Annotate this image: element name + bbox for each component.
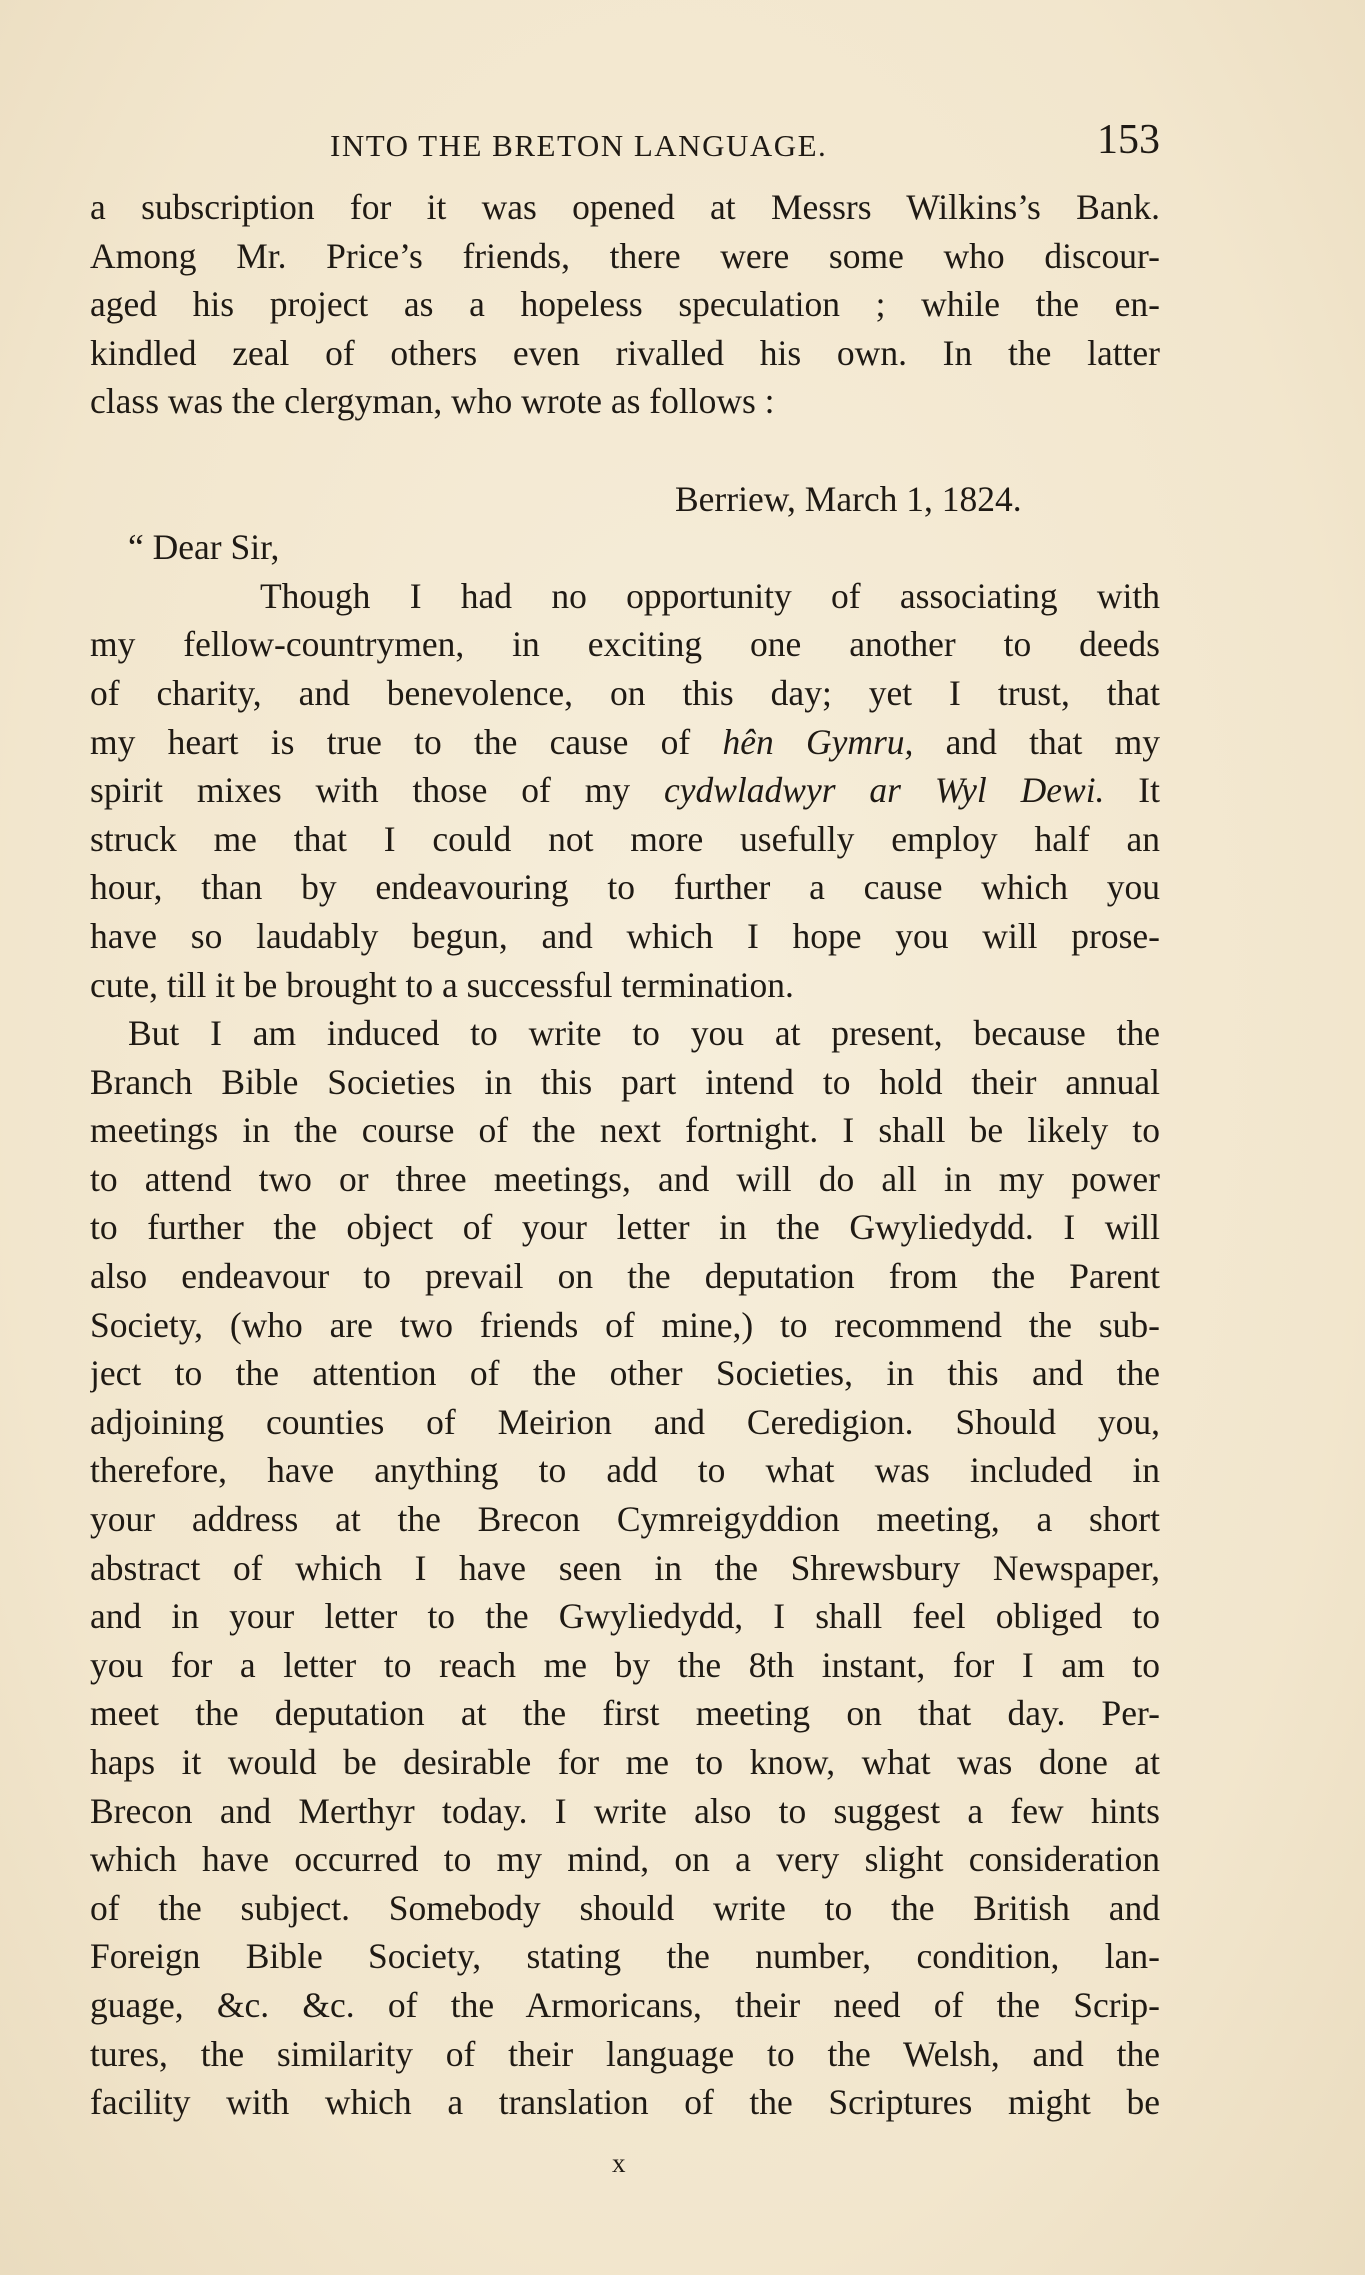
text-line: Society, (who are two friends of mine,) to recommend the sub- [90, 1304, 1160, 1345]
letter-paragraph-2 [90, 1009, 1160, 2127]
text-line: struck me that I could not more usefully employ half an [90, 818, 1160, 859]
text-line: aged his project as a hopeless speculation ; while the en- [90, 284, 1160, 325]
text-line: therefore, have anything to add to what was included in [90, 1450, 1160, 1491]
page-body [90, 183, 1160, 2127]
text-line: and in your letter to the Gwyliedydd, I shall feel obliged to [90, 1596, 1160, 1637]
signature-mark: x [612, 2148, 627, 2178]
text-run: It [1104, 770, 1160, 811]
letter-paragraph-1 [90, 572, 1160, 1009]
text-line: tures, the similarity of their language to the Welsh, and the [90, 2033, 1160, 2074]
text-line: which have occurred to my mind, on a very slight consideration [90, 1839, 1160, 1880]
text-line: facility with which a translation of the Scriptures might be [90, 2082, 1160, 2123]
text-line: Foreign Bible Society, stating the number, condition, lan- [90, 1936, 1160, 1977]
text-line: Among Mr. Price’s friends, there were some who discour- [90, 235, 1160, 276]
text-line: hour, than by endeavouring to further a cause which you [90, 867, 1160, 908]
text-line: of charity, and benevolence, on this day; yet I trust, that [90, 672, 1160, 713]
letter-salutation: “ Dear Sir, [128, 527, 280, 568]
letter-dateline: Berriew, March 1, 1824. [675, 478, 1022, 519]
text-line-with-italic [90, 766, 1160, 815]
text-line: cute, till it be brought to a successful termination. [90, 964, 794, 1005]
text-line: to further the object of your letter in the Gwyliedydd. I will [90, 1207, 1160, 1248]
text-line: to attend two or three meetings, and will do all in my power [90, 1158, 1160, 1199]
text-line-with-italic [90, 718, 1160, 767]
text-line: Brecon and Merthyr today. I write also to suggest a few hints [90, 1790, 1160, 1831]
text-line: Though I had no opportunity of associating with [260, 575, 1160, 616]
page-number: 153 [1097, 117, 1160, 163]
italic-welsh-phrase: cydwladwyr ar Wyl Dewi. [663, 770, 1105, 811]
text-line: class was the clergyman, who wrote as follows : [90, 381, 775, 422]
text-line: adjoining counties of Meirion and Ceredigion. Should you, [90, 1401, 1160, 1442]
text-line: of the subject. Somebody should write to the British and [90, 1887, 1160, 1928]
text-line: you for a letter to reach me by the 8th instant, for I am to [90, 1644, 1160, 1685]
text-line: guage, &c. &c. of the Armoricans, their need of the Scrip- [90, 1984, 1160, 2025]
text-line: Branch Bible Societies in this part intend to hold their annual [90, 1061, 1160, 1102]
text-line: ject to the attention of the other Societies, in this and the [90, 1353, 1160, 1394]
blank-gap [90, 426, 1160, 475]
text-line: also endeavour to prevail on the deputation from the Parent [90, 1256, 1160, 1297]
italic-welsh-phrase: hên Gymru, [722, 721, 914, 762]
text-line: abstract of which I have seen in the Shrewsbury Newspaper, [90, 1547, 1160, 1588]
text-line: meet the deputation at the first meeting on that day. Per- [90, 1693, 1160, 1734]
running-head: INTO THE BRETON LANGUAGE. [330, 128, 828, 163]
text-line: a subscription for it was opened at Messrs Wilkins’s Bank. [90, 187, 1160, 227]
text-line: my fellow-countrymen, in exciting one another to deeds [90, 624, 1160, 665]
text-line: your address at the Brecon Cymreigyddion meeting, a short [90, 1499, 1160, 1540]
text-line: kindled zeal of others even rivalled his own. In the latter [90, 332, 1160, 373]
text-line: meetings in the course of the next fortnight. I shall be likely to [90, 1110, 1160, 1151]
paragraph-intro [90, 183, 1160, 426]
text-line: But I am induced to write to you at present, because the [128, 1013, 1160, 1054]
text-run: and that my [913, 721, 1160, 762]
text-run: spirit mixes with those of my [90, 770, 664, 811]
text-line: haps it would be desirable for me to know, what was done at [90, 1742, 1160, 1782]
text-line: have so laudably begun, and which I hope you will prose- [90, 915, 1160, 956]
text-run: my heart is true to the cause of [90, 721, 723, 762]
page-header [90, 112, 1160, 172]
